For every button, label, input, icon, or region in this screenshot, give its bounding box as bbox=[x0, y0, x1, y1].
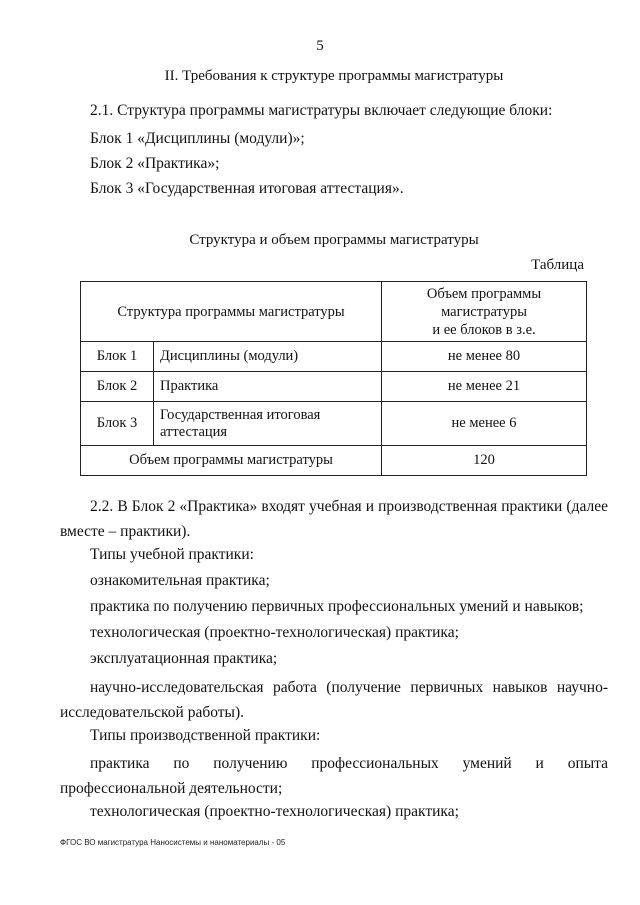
edu-type-3: технологическая (проектно-технологическая) практика; bbox=[90, 624, 459, 641]
header-volume-line-1: Объем программы bbox=[426, 285, 542, 302]
block-name: Дисциплины (модули) bbox=[154, 342, 382, 372]
block-volume: не менее 80 bbox=[382, 342, 587, 372]
block-number: Блок 2 bbox=[81, 372, 154, 402]
intro-line-3: Блок 2 «Практика»; bbox=[90, 155, 220, 172]
table-header-row bbox=[81, 282, 587, 342]
edu-type-5: научно-исследовательская работа (получение первичных навыков научно-исследовательской работы). bbox=[60, 679, 608, 721]
intro-line-2: Блок 1 «Дисциплины (модули)»; bbox=[90, 130, 305, 147]
section-title: II. Требования к структуре программы магистратуры bbox=[164, 68, 504, 84]
footer-note: ФГОС ВО магистратура Наносистемы и наноматериалы - 05 bbox=[60, 838, 286, 847]
header-volume-line-2: магистратуры bbox=[441, 303, 527, 320]
total-label: Объем программы магистратуры bbox=[81, 446, 382, 476]
prod-type-1: практика по получению профессиональных умений и опыта профессиональной деятельности; bbox=[60, 755, 608, 797]
edu-type-4: эксплуатационная практика; bbox=[90, 650, 278, 667]
intro-line-1: 2.1. Структура программы магистратуры включает следующие блоки: bbox=[90, 102, 553, 119]
table-label: Таблица bbox=[531, 257, 584, 273]
table-row bbox=[81, 372, 587, 402]
table-total-row bbox=[81, 446, 587, 476]
total-value: 120 bbox=[382, 446, 587, 476]
header-structure: Структура программы магистратуры bbox=[81, 282, 382, 342]
block-name: Практика bbox=[154, 372, 382, 402]
prod-types-title: Типы производственной практики: bbox=[90, 727, 321, 744]
block-volume: не менее 6 bbox=[382, 402, 587, 446]
edu-types-title: Типы учебной практики: bbox=[90, 546, 254, 563]
table-row bbox=[81, 342, 587, 372]
block-volume: не менее 21 bbox=[382, 372, 587, 402]
table-row bbox=[81, 402, 587, 446]
table-title: Структура и объем программы магистратуры bbox=[189, 232, 479, 248]
intro-line-4: Блок 3 «Государственная итоговая аттестация». bbox=[90, 180, 404, 197]
paragraph-2-2: 2.2. В Блок 2 «Практика» входят учебная и производственная практики (далее вместе – практики). bbox=[60, 498, 608, 540]
block-number: Блок 1 bbox=[81, 342, 154, 372]
page-number: 5 bbox=[316, 38, 324, 54]
header-volume-line-3: и ее блоков в з.е. bbox=[432, 321, 536, 338]
prod-type-2: технологическая (проектно-технологическая) практика; bbox=[90, 803, 459, 820]
edu-type-1: ознакомительная практика; bbox=[90, 572, 270, 589]
edu-type-2: практика по получению первичных профессиональных умений и навыков; bbox=[90, 598, 584, 615]
structure-table bbox=[80, 281, 587, 476]
block-name: Государственная итоговая аттестация bbox=[154, 402, 382, 446]
block-number: Блок 3 bbox=[81, 402, 154, 446]
header-volume bbox=[382, 282, 587, 342]
